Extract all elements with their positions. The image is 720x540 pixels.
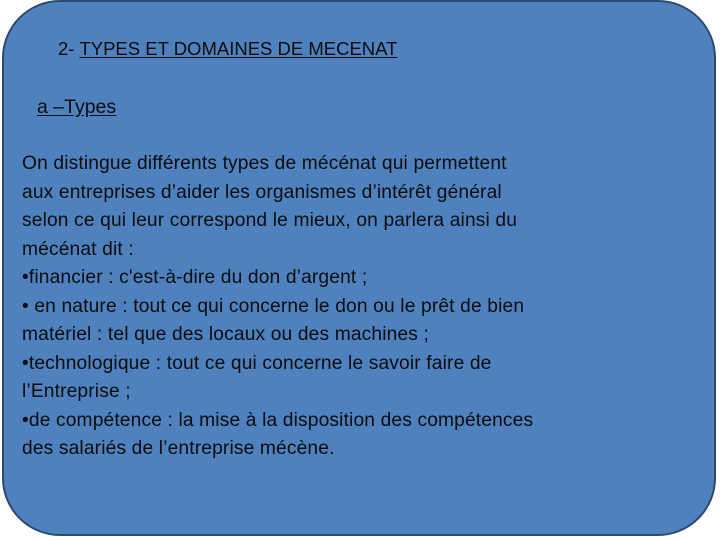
section-title: TYPES ET DOMAINES DE MECENAT [79, 38, 398, 59]
section-number: 2- [58, 38, 75, 59]
body-line: des salariés de l’entreprise mécène. [22, 438, 335, 459]
body-line: l’Entreprise ; [22, 381, 131, 402]
section-heading [58, 38, 397, 60]
bullet-financier: •financier : c'est-à-dire du don d’argent ; [22, 267, 368, 288]
bullet-competence: •de compétence : la mise à la disposition des compétences [22, 409, 534, 431]
body-line: selon ce qui leur correspond le mieux, on parlera ainsi du [22, 210, 518, 231]
body-line: On distingue différents types de mécénat qui permettent [22, 153, 507, 174]
subsection-heading [37, 96, 116, 119]
subsection-title: a –Types [37, 96, 117, 118]
body-paragraph [22, 150, 712, 464]
bullet-en-nature: • en nature : tout ce qui concerne le don ou le prêt de bien [22, 295, 525, 317]
bullet-technologique: •technologique : tout ce qui concerne le savoir faire de [22, 352, 492, 374]
body-line: aux entreprises d’aider les organismes d’intérêt général [22, 181, 502, 203]
body-line: matériel : tel que des locaux ou des machines ; [22, 324, 430, 345]
body-line: mécénat dit : [22, 238, 134, 260]
